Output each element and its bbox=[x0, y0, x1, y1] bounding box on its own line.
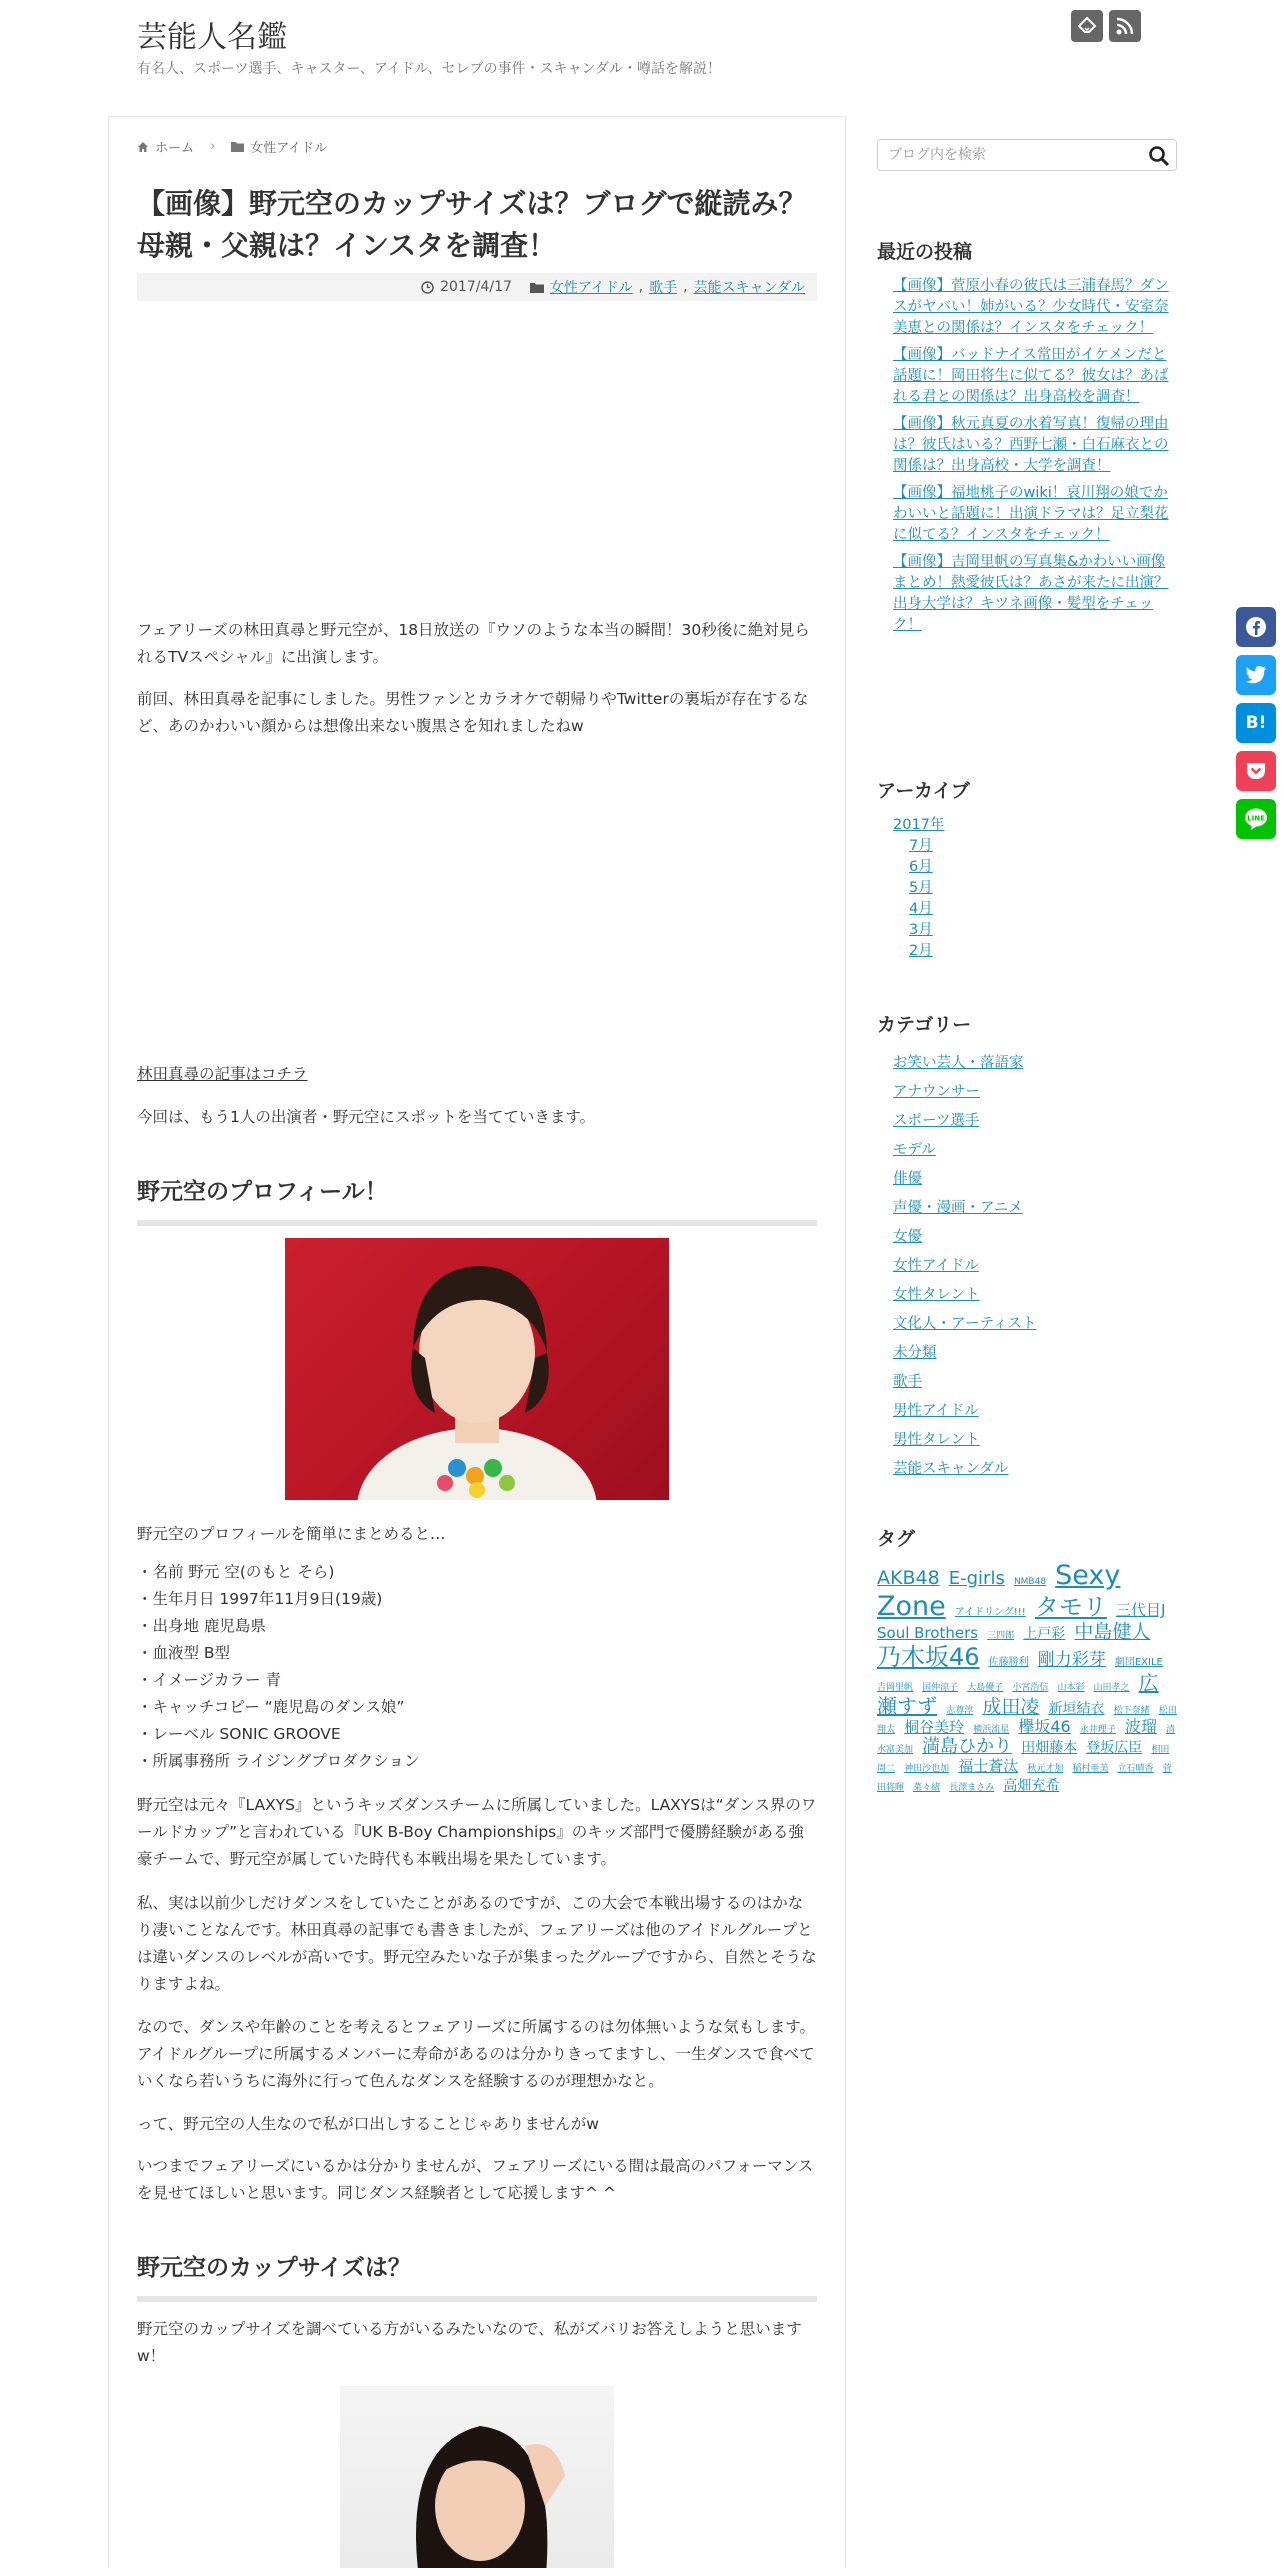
tag-link[interactable]: 佐藤勝利 bbox=[988, 1656, 1029, 1668]
category-link[interactable]: 女優 bbox=[893, 1229, 922, 1245]
tag-link[interactable]: 吉岡里帆 bbox=[877, 1682, 914, 1693]
category-link[interactable]: 声優・漫画・アニメ bbox=[893, 1200, 1023, 1216]
recent-post-link[interactable]: 【画像】菅原小春の彼氏は三浦春馬？ダンスがヤバい！姉がいる？少女時代・安室奈美恵との関係は？インスタをチェック！ bbox=[893, 278, 1169, 336]
tag-link[interactable]: 小宮浩信 bbox=[1012, 1682, 1049, 1693]
tag-link[interactable]: 成田凌 bbox=[982, 1695, 1040, 1718]
hatena-icon: B! bbox=[1245, 713, 1267, 733]
category-link[interactable]: 男性タレント bbox=[893, 1432, 980, 1448]
category-title: カテゴリー bbox=[877, 1014, 972, 1036]
pocket-share-button[interactable] bbox=[1236, 751, 1276, 791]
post-category-link[interactable]: 歌手 bbox=[649, 280, 678, 296]
recent-post-link[interactable]: 【画像】バッドナイス常田がイケメンだと話題に！岡田将生に似てる？彼女は？あばれる君との関係は？出身高校を調査！ bbox=[893, 347, 1169, 405]
category-list bbox=[893, 1049, 1036, 1484]
recent-post-link[interactable]: 【画像】吉岡里帆の写真集&かわいい画像まとめ！熱愛彼氏は？あさが来たに出演？出身大学は？キツネ画像・髪型をチェック！ bbox=[893, 554, 1169, 633]
recent-post-link[interactable]: 【画像】秋元真夏の水着写真！復帰の理由は？彼氏はいる？西野七瀬・白石麻衣との関係は？出身高校・大学を調査！ bbox=[893, 416, 1169, 474]
svg-text:LINE: LINE bbox=[1247, 814, 1265, 823]
post-date: 2017/4/17 bbox=[440, 279, 512, 295]
hatena-share-button[interactable] bbox=[1236, 703, 1276, 743]
line-share-button[interactable] bbox=[1236, 799, 1276, 839]
tag-link[interactable]: 相田周二 bbox=[877, 1744, 1170, 1775]
tag-link[interactable]: Sexy Zone bbox=[877, 1560, 1121, 1623]
tag-link[interactable]: 大島優子 bbox=[967, 1682, 1004, 1693]
tag-link[interactable]: 高畑充希 bbox=[1003, 1777, 1060, 1794]
tag-link[interactable]: 登坂広臣 bbox=[1086, 1739, 1143, 1756]
intro-paragraph: 前回、林田真尋を記事にしました。男性ファンとカラオケで朝帰りやTwitterの裏垢が存在するなど、あのかわいい顔からは想像出来ない腹黒さを知れましたねw bbox=[137, 690, 809, 735]
tag-link[interactable]: 山田孝之 bbox=[1093, 1682, 1130, 1693]
tag-link[interactable]: タモリ bbox=[1034, 1593, 1107, 1622]
body-paragraph: 野元空は元々『LAXYS』というキッズダンスチームに所属していました。LAXYSは“ダンス界のワールドカップ”と言われている『UK B-Boy Championships』のキッズ部門で優勝経験がある強豪チームで、野元空が属していた時代も本戦出場を果たしています。 bbox=[137, 1796, 817, 1868]
post-category-link[interactable]: 女性アイドル bbox=[549, 280, 633, 296]
post-category-link[interactable]: 芸能スキャンダル bbox=[693, 280, 805, 296]
recent-post-link[interactable]: 【画像】福地桃子のwiki！哀川翔の娘でかわいいと話題に！出演ドラマは？足立梨花に似てる？インスタをチェック！ bbox=[893, 485, 1169, 543]
header-icons bbox=[1071, 10, 1141, 42]
post-meta: 2017/4/17 女性アイドル , 歌手 , 芸能スキャンダル bbox=[137, 273, 817, 301]
chevron-right-icon: › bbox=[210, 139, 216, 154]
clock-icon bbox=[421, 281, 434, 294]
profile-item: ・生年月日 1997年11月9日(19歳) bbox=[137, 1590, 383, 1608]
site-header bbox=[0, 0, 1284, 100]
tag-link[interactable]: 長澤まさみ bbox=[949, 1782, 995, 1793]
tag-link[interactable]: 三四郎 bbox=[987, 1631, 1015, 1642]
share-buttons bbox=[1236, 607, 1276, 839]
tag-link[interactable]: 上戸彩 bbox=[1023, 1626, 1066, 1643]
rss-icon[interactable] bbox=[1109, 10, 1141, 42]
tag-link[interactable]: 福士蒼汰 bbox=[958, 1757, 1019, 1776]
category-link[interactable]: 芸能スキャンダル bbox=[893, 1461, 1009, 1477]
tag-cloud bbox=[877, 1560, 1177, 1794]
tag-link[interactable]: 中島健人 bbox=[1074, 1621, 1151, 1644]
archive-month-link[interactable]: 4月 bbox=[909, 901, 933, 917]
tag-link[interactable]: 山本彩 bbox=[1057, 1682, 1085, 1693]
category-link[interactable]: 歌手 bbox=[893, 1374, 922, 1390]
profile-list bbox=[137, 1559, 817, 1775]
twitter-share-button[interactable] bbox=[1236, 655, 1276, 695]
archive-month-link[interactable]: 6月 bbox=[909, 859, 933, 875]
profile-item: ・キャッチコピー “鹿児島のダンス娘” bbox=[137, 1698, 405, 1716]
archive-year-link[interactable]: 2017年 bbox=[893, 817, 945, 833]
tag-link[interactable]: 乃木坂46 bbox=[877, 1642, 980, 1671]
tag-link[interactable]: 劇団EXILE bbox=[1114, 1656, 1163, 1668]
category-link[interactable]: アナウンサー bbox=[893, 1084, 980, 1100]
tag-link[interactable]: 国仲涼子 bbox=[922, 1682, 959, 1693]
feedly-icon[interactable] bbox=[1071, 10, 1103, 42]
category-link[interactable]: スポーツ選手 bbox=[893, 1113, 980, 1129]
tag-link[interactable]: 剛力彩芽 bbox=[1037, 1649, 1106, 1670]
profile-item: ・出身地 鹿児島県 bbox=[137, 1617, 266, 1635]
tag-link[interactable]: 稲村亜美 bbox=[1072, 1764, 1109, 1775]
category-link[interactable]: 俳優 bbox=[893, 1171, 922, 1187]
tag-link[interactable]: 欅坂46 bbox=[1018, 1717, 1071, 1737]
tag-link[interactable]: 志尊淳 bbox=[946, 1705, 974, 1716]
search-icon[interactable] bbox=[1148, 145, 1170, 167]
tag-link[interactable]: 菜々緒 bbox=[913, 1782, 941, 1793]
category-link[interactable]: 未分類 bbox=[893, 1345, 937, 1361]
category-link[interactable]: 女性タレント bbox=[893, 1287, 980, 1303]
facebook-icon bbox=[1245, 616, 1267, 638]
tag-link[interactable]: 松下奈緒 bbox=[1113, 1705, 1150, 1716]
tag-link[interactable]: E-girls bbox=[948, 1568, 1005, 1589]
tag-link[interactable]: 清水富美加 bbox=[877, 1725, 1176, 1755]
tag-link[interactable]: 永井理子 bbox=[1079, 1725, 1116, 1736]
tag-link[interactable]: 神田沙也加 bbox=[904, 1764, 950, 1775]
body-paragraph: 野元空のカップサイズを調べている方がいるみたいなので、私がズバリお答えしようと思いますw！ bbox=[137, 2320, 802, 2365]
category-link[interactable]: お笑い芸人・落語家 bbox=[893, 1055, 1024, 1071]
profile-item: ・イメージカラー 青 bbox=[137, 1671, 281, 1689]
tag-link[interactable]: NMB48 bbox=[1013, 1577, 1047, 1587]
recent-posts-list bbox=[893, 276, 1178, 642]
tag-link[interactable]: 広瀬すず bbox=[877, 1670, 1159, 1718]
search-input[interactable] bbox=[878, 140, 1128, 170]
site-description: 有名人、スポーツ選手、キャスター、アイドル、セレブの事件・スキャンダル・噂話を解説！ bbox=[137, 61, 721, 77]
section-heading-profile: 野元空のプロフィール！ bbox=[137, 1173, 817, 1226]
tag-link[interactable]: 桐谷美玲 bbox=[904, 1718, 965, 1737]
category-link[interactable]: 男性アイドル bbox=[893, 1403, 979, 1419]
tag-link[interactable]: 菅田将暉 bbox=[877, 1764, 1172, 1793]
breadcrumb-home[interactable]: ホーム bbox=[155, 141, 195, 156]
profile-item: ・名前 野元 空(のもと そら) bbox=[137, 1563, 335, 1581]
twitter-icon bbox=[1244, 664, 1268, 686]
folder-icon bbox=[231, 141, 244, 152]
body-paragraph: って、野元空の人生なので私が口出しすることじゃありませんがw bbox=[137, 2115, 599, 2133]
tag-link[interactable]: 松田翔太 bbox=[877, 1705, 1177, 1736]
tag-link[interactable]: 新垣結衣 bbox=[1048, 1700, 1105, 1717]
article-photo bbox=[340, 2386, 614, 2568]
tag-link[interactable]: 横浜流星 bbox=[973, 1725, 1010, 1736]
archive-list bbox=[893, 815, 944, 962]
tag-link[interactable]: 立石晴香 bbox=[1117, 1764, 1154, 1775]
profile-photo bbox=[285, 1238, 669, 1500]
breadcrumb bbox=[137, 137, 817, 156]
intro-paragraph: フェアリーズの林田真尋と野元空が、18日放送の『ウソのような本当の瞬間！30秒後に絶対見られるTVスペシャル』に出演します。 bbox=[137, 621, 810, 666]
profile-item: ・所属事務所 ライジングプロダクション bbox=[137, 1752, 420, 1770]
tag-link[interactable]: 秋元才加 bbox=[1027, 1764, 1064, 1775]
archive-month-link[interactable]: 2月 bbox=[909, 943, 933, 959]
tag-link[interactable]: 三代目J Soul Brothers bbox=[877, 1601, 1166, 1643]
post-title: 【画像】野元空のカップサイズは？ブログで縦読み？母親・父親は？インスタを調査！ bbox=[137, 187, 807, 262]
category-link[interactable]: モデル bbox=[893, 1142, 936, 1158]
category-link[interactable]: 文化人・アーティスト bbox=[893, 1316, 1037, 1332]
pocket-icon bbox=[1245, 761, 1267, 781]
recent-posts-title: 最近の投稿 bbox=[877, 241, 973, 263]
category-link[interactable]: 女性アイドル bbox=[893, 1258, 979, 1274]
tag-link[interactable]: 波瑠 bbox=[1124, 1717, 1157, 1737]
main-content bbox=[108, 116, 846, 2568]
facebook-share-button[interactable] bbox=[1236, 607, 1276, 647]
site-title[interactable]: 芸能人名鑑 bbox=[137, 20, 287, 55]
related-article-link[interactable]: 林田真尋の記事はコチラ bbox=[137, 1065, 308, 1083]
profile-item: ・レーベル SONIC GROOVE bbox=[137, 1725, 341, 1743]
body-paragraph: 私、実は以前少しだけダンスをしていたことがあるのですが、この大会で本戦出場するのはかなり凄いことなんです。林田真尋の記事でも書きましたが、フェアリーズは他のアイドルグループとは違いダンスのレベルが高いです。野元空みたいな子が集まったグループですから、自然とそうなりますよね。 bbox=[137, 1894, 817, 1993]
home-icon bbox=[137, 141, 149, 153]
archive-month-link[interactable]: 3月 bbox=[909, 922, 933, 938]
tag-link[interactable]: AKB48 bbox=[877, 1567, 940, 1589]
intro-paragraph: 今回は、もう1人の出演者・野元空にスポットを当てていきます。 bbox=[137, 1108, 596, 1126]
profile-item: ・血液型 B型 bbox=[137, 1644, 231, 1662]
line-icon bbox=[1243, 807, 1269, 831]
archive-title: アーカイブ bbox=[877, 780, 970, 802]
profile-lead: 野元空のプロフィールを簡単にまとめると… bbox=[137, 1525, 446, 1543]
tag-title: タグ bbox=[877, 1528, 916, 1550]
breadcrumb-category[interactable]: 女性アイドル bbox=[250, 141, 328, 156]
archive-month-link[interactable]: 5月 bbox=[909, 880, 933, 896]
tag-link[interactable]: 田畑藤本 bbox=[1021, 1739, 1078, 1756]
section-heading-cup-size: 野元空のカップサイズは？ bbox=[137, 2249, 817, 2302]
search-box bbox=[877, 139, 1177, 171]
tag-link[interactable]: 満島ひかり bbox=[922, 1735, 1013, 1757]
body-paragraph: いつまでフェアリーズにいるかは分かりませんが、フェアリーズにいる間は最高のパフォーマンスを見せてほしいと思います。同じダンス経験者として応援します^ ^ bbox=[137, 2157, 814, 2202]
tag-link[interactable]: アイドリング!!! bbox=[954, 1607, 1026, 1619]
folder-icon bbox=[530, 282, 544, 293]
archive-month-link[interactable]: 7月 bbox=[909, 838, 933, 854]
body-paragraph: なので、ダンスや年齢のことを考えるとフェアリーズに所属するのは勿体無いような気もします。アイドルグループに所属するメンバーに寿命があるのは分かりきってますし、一生ダンスで食べていくなら若いうちに海外に行って色んなダンスを経験するのが理想かなと。 bbox=[137, 2018, 815, 2090]
